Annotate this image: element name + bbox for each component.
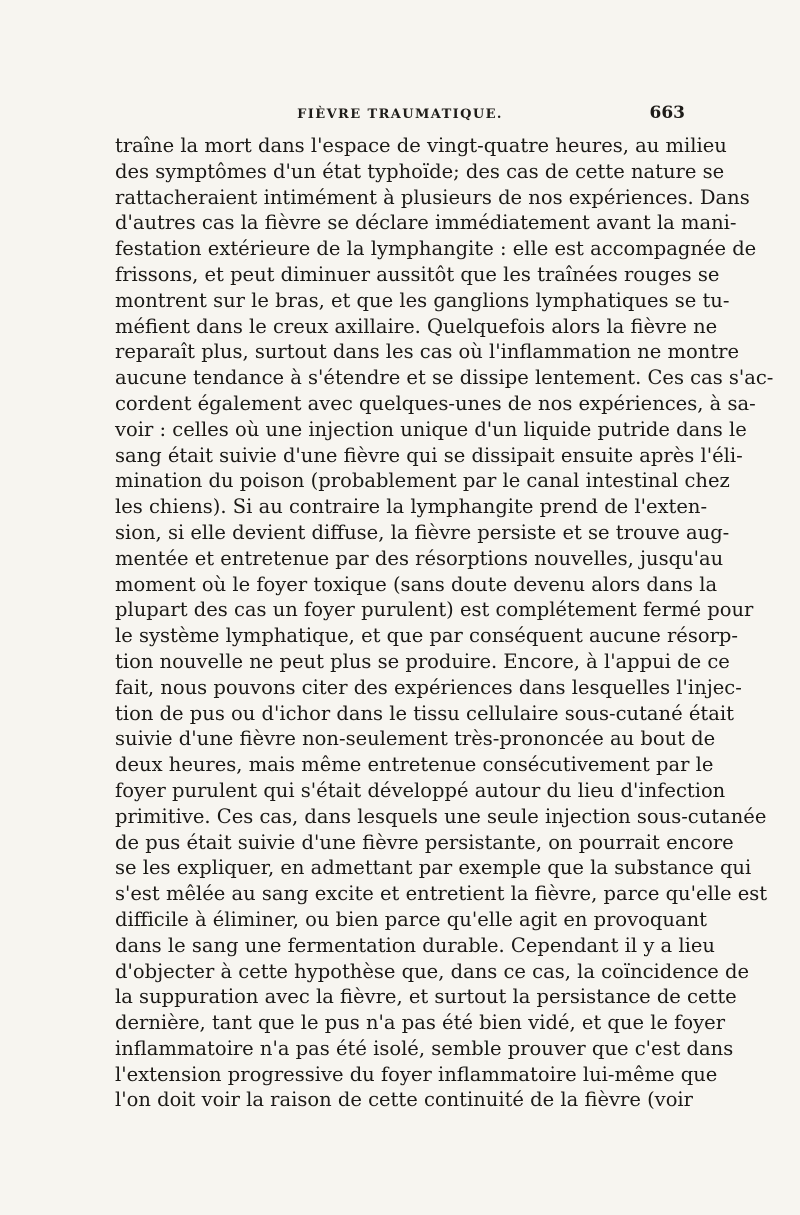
text-line: rattacheraient intimément à plusieurs de nos expériences. Dans xyxy=(115,185,750,209)
text-line: sang était suivie d'une fièvre qui se dissipait ensuite après l'éli- xyxy=(115,443,743,467)
text-line: inflammatoire n'a pas été isolé, semble prouver que c'est dans xyxy=(115,1036,734,1060)
text-line: la suppuration avec la fièvre, et surtout la persistance de cette xyxy=(115,985,737,1009)
text-line: difficile à éliminer, ou bien parce qu'elle agit en provoquant xyxy=(115,907,707,931)
text-line: dans le sang une fermentation durable. Cependant il y a lieu xyxy=(115,933,715,957)
text-line: deux heures, mais même entretenue consécutivement par le xyxy=(115,753,714,777)
text-line: cordent également avec quelques-unes de nos expériences, à sa- xyxy=(115,391,756,415)
text-line: l'on doit voir la raison de cette continuité de la fièvre (voir xyxy=(115,1088,693,1112)
text-line: des symptômes d'un état typhoïde; des cas de cette nature se xyxy=(115,159,725,183)
body-text xyxy=(115,133,774,1113)
text-line: le système lymphatique, et que par conséquent aucune résorp- xyxy=(115,624,738,648)
text-line: dernière, tant que le pus n'a pas été bien vidé, et que le foyer xyxy=(115,1011,726,1035)
text-line: mentée et entretenue par des résorptions nouvelles, jusqu'au xyxy=(115,546,724,570)
text-line: de pus était suivie d'une fièvre persistante, on pourrait encore xyxy=(115,830,734,854)
text-line: tion de pus ou d'ichor dans le tissu cellulaire sous-cutané était xyxy=(115,701,734,725)
text-line: fait, nous pouvons citer des expériences dans lesquelles l'injec- xyxy=(115,675,742,699)
text-line: l'extension progressive du foyer inflammatoire lui-même que xyxy=(115,1062,718,1086)
text-line: s'est mêlée au sang excite et entretient la fièvre, parce qu'elle est xyxy=(115,882,768,906)
text-line: méfient dans le creux axillaire. Quelquefois alors la fièvre ne xyxy=(115,314,718,338)
text-line: suivie d'une fièvre non-seulement très-prononcée au bout de xyxy=(115,727,716,751)
page-number: 663 xyxy=(649,103,685,123)
text-line: d'objecter à cette hypothèse que, dans ce cas, la coïncidence de xyxy=(115,959,750,983)
text-line: plupart des cas un foyer purulent) est complétement fermé pour xyxy=(115,598,754,622)
running-head xyxy=(115,103,685,127)
text-line: moment où le foyer toxique (sans doute devenu alors dans la xyxy=(115,572,718,596)
text-line: foyer purulent qui s'était développé autour du lieu d'infection xyxy=(115,778,726,802)
text-line: primitive. Ces cas, dans lesquels une seule injection sous-cutanée xyxy=(115,804,767,828)
text-line: voir : celles où une injection unique d'un liquide putride dans le xyxy=(115,417,747,441)
text-line: frissons, et peut diminuer aussitôt que les traînées rouges se xyxy=(115,262,720,286)
text-line: traîne la mort dans l'espace de vingt-quatre heures, au milieu xyxy=(115,134,727,157)
text-line: tion nouvelle ne peut plus se produire. Encore, à l'appui de ce xyxy=(115,649,730,673)
running-title: FIÈVRE TRAUMATIQUE. xyxy=(297,107,503,122)
text-line: aucune tendance à s'étendre et se dissipe lentement. Ces cas s'ac- xyxy=(115,366,774,390)
text-line: d'autres cas la fièvre se déclare immédiatement avant la mani- xyxy=(115,211,737,235)
text-line: festation extérieure de la lymphangite : elle est accompagnée de xyxy=(115,237,757,261)
text-line: mination du poison (probablement par le canal intestinal chez xyxy=(115,469,730,493)
text-line: se les expliquer, en admettant par exemple que la substance qui xyxy=(115,856,752,880)
text-line: les chiens). Si au contraire la lymphangite prend de l'exten- xyxy=(115,495,708,519)
text-line: montrent sur le bras, et que les ganglions lymphatiques se tu- xyxy=(115,288,730,312)
text-line: sion, si elle devient diffuse, la fièvre persiste et se trouve aug- xyxy=(115,520,730,544)
text-line: reparaît plus, surtout dans les cas où l'inflammation ne montre xyxy=(115,340,740,364)
